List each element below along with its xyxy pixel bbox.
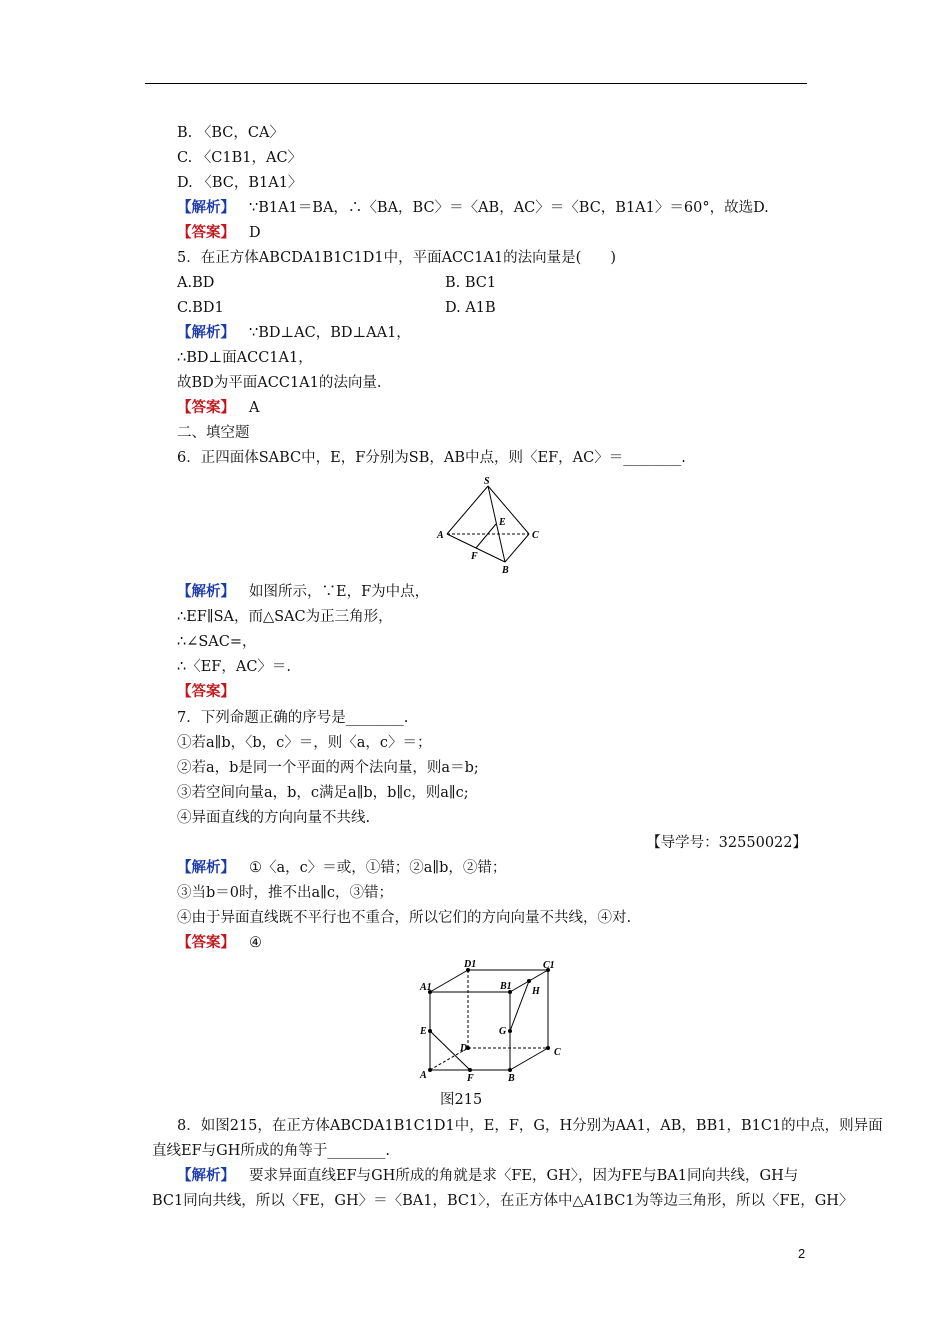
q8-stem: 8．如图215，在正方体ABCDA1B1C1D1中，E，F，G，H分别为AA1，AB，BB1，B1C1的中点，则异面	[177, 1118, 883, 1134]
q8-stem-line2: 直线EF与GH所成的角等于________.	[152, 1143, 390, 1159]
page-number: 2	[798, 1246, 806, 1261]
q5-option-a: A.BD	[177, 275, 215, 291]
answer-label: 【答案】	[177, 224, 235, 241]
analysis-label: 【解析】	[177, 583, 235, 600]
q5-answer	[177, 398, 259, 418]
label-e: E	[499, 517, 506, 528]
analysis-text: ①〈a，c〉＝或，①错；②a∥b，②错；	[249, 860, 507, 876]
analysis-label: 【解析】	[177, 199, 235, 216]
q5-options-row1	[177, 273, 777, 293]
analysis-text: ∵B1A1＝BA，∴〈BA，BC〉＝〈AB，AC〉＝〈BC，B1A1〉＝60°，故选D.	[249, 200, 769, 216]
q7-item-3: ③若空间向量a，b，c满足a∥b，b∥c，则a∥c;	[177, 785, 469, 801]
q7-item-2: ②若a，b是同一个平面的两个法向量，则a＝b;	[177, 760, 479, 776]
analysis-text: 要求异面直线EF与GH所成的角就是求〈FE，GH〉，因为FE与BA1同向共线，GH与	[249, 1168, 799, 1184]
q7-stem: 7．下列命题正确的序号是________.	[177, 710, 409, 726]
analysis-label: 【解析】	[177, 859, 235, 876]
label-b: B	[508, 1073, 515, 1084]
label-s: S	[484, 476, 490, 487]
cube-figure	[412, 958, 572, 1084]
q5-stem: 5．在正方体ABCDA1B1C1D1中，平面ACC1A1的法向量是( )	[177, 250, 616, 266]
label-b: B	[502, 565, 509, 576]
q5-option-d: D. A1B	[445, 300, 496, 316]
q6-stem: 6．正四面体SABC中，E，F分别为SB，AB中点，则〈EF，AC〉＝________.	[177, 450, 686, 466]
section-heading: 二、填空题	[177, 425, 250, 441]
q4-answer	[177, 223, 261, 243]
answer-text: A	[249, 400, 260, 416]
label-e: E	[420, 1026, 427, 1037]
analysis-text: ∵BD⊥AC，BD⊥AA1，	[249, 325, 411, 341]
q5-analysis-line2: ∴BD⊥面ACC1A1，	[177, 350, 313, 366]
q5-option-b: B. BC1	[445, 275, 497, 291]
answer-text: ④	[249, 935, 262, 951]
edge-a1d1	[430, 970, 468, 992]
point-g	[508, 1029, 512, 1033]
q7-answer	[177, 933, 262, 953]
analysis-label: 【解析】	[177, 1167, 235, 1184]
label-a: A	[437, 530, 444, 541]
label-f: F	[467, 1073, 474, 1084]
point-c	[546, 1046, 550, 1050]
label-d: D	[460, 1043, 468, 1054]
q7-ref-number: 【导学号：32550022】	[646, 835, 807, 851]
q6-analysis-line3: ∴∠SAC=，	[177, 634, 257, 650]
q5-analysis-line3: 故BD为平面ACC1A1的法向量.	[177, 375, 382, 391]
label-h: H	[532, 986, 540, 997]
edge-bc	[510, 1048, 548, 1070]
label-c1: C1	[543, 960, 555, 971]
edge-cb	[505, 534, 529, 562]
answer-label: 【答案】	[177, 683, 235, 700]
point-b	[508, 1068, 512, 1072]
point-h	[527, 979, 531, 983]
label-g: G	[499, 1026, 507, 1037]
figure-caption: 图215	[440, 1092, 483, 1108]
q4-option-b: B. 〈BC，CA〉	[177, 125, 284, 141]
label-c: C	[532, 530, 539, 541]
label-a1: A1	[420, 982, 432, 993]
segment-ef	[476, 524, 496, 548]
q5-option-c: C.BD1	[177, 300, 224, 316]
point-e	[428, 1029, 432, 1033]
label-f: F	[471, 551, 478, 562]
label-b1: B1	[500, 981, 512, 992]
edge-sa	[447, 486, 488, 534]
answer-label: 【答案】	[177, 934, 235, 951]
label-d1: D1	[464, 959, 477, 970]
q6-analysis-line4: ∴〈EF，AC〉＝.	[177, 659, 292, 675]
q8-analysis	[177, 1166, 798, 1186]
q4-option-c: C. 〈C1B1，AC〉	[177, 150, 303, 166]
q4-analysis	[177, 198, 769, 218]
point-f	[468, 1068, 472, 1072]
analysis-label: 【解析】	[177, 324, 235, 341]
label-c: C	[554, 1047, 561, 1058]
q6-answer	[177, 682, 249, 702]
q7-item-1: ①若a∥b，〈b，c〉＝，则〈a，c〉＝；	[177, 735, 432, 751]
q7-analysis-line3: ④由于异面直线既不平行也不重合，所以它们的方向向量不共线，④对.	[177, 910, 632, 926]
answer-label: 【答案】	[177, 399, 235, 416]
tetrahedron-figure	[435, 474, 550, 576]
q7-item-4: ④异面直线的方向向量不共线.	[177, 810, 371, 826]
q5-analysis	[177, 323, 411, 343]
q5-options-row2	[177, 298, 777, 318]
q6-analysis-line2: ∴EF∥SA，而△SAC为正三角形，	[177, 609, 393, 625]
segment-gh	[510, 981, 529, 1031]
label-a: A	[420, 1070, 427, 1081]
answer-text: D	[249, 225, 261, 241]
q8-analysis-line2: BC1同向共线，所以〈FE，GH〉＝〈BA1，BC1〉，在正方体中△A1BC1为等边三角形，所以〈FE，GH〉	[152, 1193, 854, 1209]
q7-analysis	[177, 858, 506, 878]
point-a	[428, 1068, 432, 1072]
header-rule	[145, 83, 807, 84]
analysis-text: 如图所示，∵E，F为中点，	[249, 584, 430, 600]
q6-analysis	[177, 582, 429, 602]
q7-analysis-line2: ③当b＝0时，推不出a∥c，③错；	[177, 885, 393, 901]
q4-option-d: D. 〈BC，B1A1〉	[177, 175, 303, 191]
